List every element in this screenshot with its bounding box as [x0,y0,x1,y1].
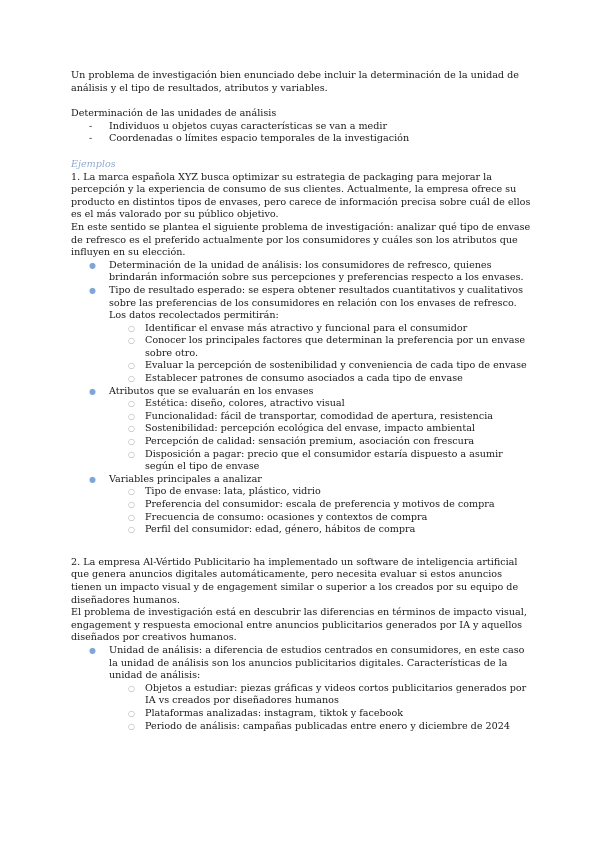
circle-bullet-icon: ○ [128,323,135,333]
sub-list [109,398,533,474]
circle-bullet-icon: ○ [128,500,135,509]
sub-list [109,323,533,386]
sub-list-item: ○ Conocer los principales factores que determinan la preferencia por un envase sobre otro. [128,335,526,359]
example2-paragraph-1: 2. La empresa Al-Vértido Publicitario ha implementado un software de inteligencia artificial que genera anuncios digitales automáticamente, pero necesita evaluar si estos anuncios tienen un impacto visual y de engagement similar o superior a los creados por su equipo de diseñadores humanos. [71,556,519,606]
bullet-icon: ● [89,285,96,295]
sub-list-item: ○ Establecer patrones de consumo asociados a cada tipo de envase [128,373,463,385]
circle-bullet-icon: ○ [128,525,135,535]
circle-bullet-icon: ○ [128,361,135,371]
list-item: ● Determinación de la unidad de análisis: los consumidores de refresco, quienes brindarán información sobre sus percepciones y preferencias respecto a los envases. [89,259,524,284]
sub-list-item: ○ Plataformas analizadas: instagram, tiktok y facebook [128,707,404,719]
sub-list [109,486,533,536]
circle-bullet-icon: ○ [128,683,135,693]
dash-marker: - [89,120,93,132]
bullet-icon: ● [89,386,96,396]
circle-bullet-icon: ○ [128,512,135,522]
list-item: - Coordenadas o límites espacio temporales de la investigación [89,133,410,145]
list-item: ● Variables principales a analizar ○ Tipo de envase: lata, plástico, vidrio ○ Preferencia del consumidor: escala de preferencia y motivos de compra ○ Frecuencia de consumo: ocasiones y contextos de compra ○ Perfil del consumidor: edad, género, hábitos de compra [71,474,533,537]
sub-list-item: ○ Objetos a estudiar: piezas gráficas y videos cortos publicitarios generados por IA vs creados por diseñadores humanos [128,682,527,707]
document-content [71,70,533,733]
example2-paragraph-2: El problema de investigación está en descubrir las diferencias en términos de impacto visual, engagement y respuesta emocional entre anuncios publicitarios generados por IA y aquellos diseñados por creativos humanos. [71,607,527,644]
list-item: ● Unidad de análisis: a diferencia de estudios centrados en consumidores, en este caso la unidad de análisis son los anuncios publicitarios digitales. Características de la unidad de análisis: ○ Objetos a estudiar: piezas gráficas y videos cortos publicitarios generados por IA vs creados por diseñadores humanos ○ Plataformas analizadas: instagram, tiktok y facebook ○ Periodo de análisis: campañas publicadas entre enero y diciembre de 2024 [71,645,533,733]
circle-bullet-icon: ○ [128,424,135,434]
example1-bullets [71,260,533,537]
bullet-icon: ● [89,474,96,484]
examples-label: Ejemplos [71,158,116,170]
bullet-icon: ● [89,645,96,655]
sub-list-item: ○ Disposición a pagar: precio que el consumidor estaría dispuesto a asumir según el tipo de envase [128,448,503,473]
sub-list-item: ○ Sostenibilidad: percepción ecológica del envase, impacto ambiental [128,423,475,435]
circle-bullet-icon: ○ [128,721,135,731]
sub-list-item: ○ Percepción de calidad: sensación premium, asociación con frescura [128,436,475,448]
circle-bullet-icon: ○ [128,336,135,346]
dash-marker: - [89,133,93,145]
list-item: - Individuos u objetos cuyas características se van a medir [89,120,388,132]
circle-bullet-icon: ○ [128,399,135,409]
sub-list-item: ○ Evaluar la percepción de sostenibilidad y conveniencia de cada tipo de envase [128,360,527,372]
circle-bullet-icon: ○ [128,449,135,459]
sub-list-item: ○ Perfil del consumidor: edad, género, hábitos de compra [128,524,416,536]
sub-list-item: ○ Frecuencia de consumo: ocasiones y contextos de compra [128,511,428,523]
circle-bullet-icon: ○ [128,411,135,421]
sub-list-item: ○ Estética: diseño, colores, atractivo visual [128,398,345,410]
sub-list [109,683,533,733]
circle-bullet-icon: ○ [128,437,135,447]
sub-list-item: ○ Identificar el envase más atractivo y funcional para el consumidor [128,322,468,334]
sub-list-item: ○ Periodo de análisis: campañas publicadas entre enero y diciembre de 2024 [128,720,510,732]
list-item: ● Atributos que se evaluarán en los envases ○ Estética: diseño, colores, atractivo visual ○ Funcionalidad: fácil de transportar, comodidad de apertura, resistencia ○ Sostenibilidad: percepción ecológica del envase, impacto ambiental ○ Percepción de calidad: sensación premium, asociación con frescura ○ Disposición a pagar: precio que el consumidor estaría dispuesto a asumir según el tipo de envase [71,386,533,474]
list-item: ● Tipo de resultado esperado: se espera obtener resultados cuantitativos y cualitativos sobre las preferencias de los consumidores en relación con los envases de refresco. Los datos recolectados permitirán: ○ Identificar el envase más atractivo y funcional para el consumidor ○ Conocer los principales factores que determinan la preferencia por un envase sobre otro. ○ Evaluar la percepción de sostenibilidad y conveniencia de cada tipo de envase ○ Establecer patrones de consumo asociados a cada tipo de envase [71,285,533,386]
circle-bullet-icon: ○ [128,708,135,718]
example1-paragraph-2: En este sentido se plantea el siguiente problema de investigación: analizar qué tipo de envase de refresco es el preferido actualmente por los consumidores y cuáles son los atributos que influyen en su elección. [71,221,531,259]
example2-bullets [71,645,533,733]
bullet-icon: ● [89,260,96,270]
determination-heading: Determinación de las unidades de análisis [71,108,277,120]
sub-list-item: ○ Funcionalidad: fácil de transportar, comodidad de apertura, resistencia [128,410,493,422]
determination-list [71,121,533,146]
intro-paragraph: Un problema de investigación bien enunciado debe incluir la determinación de la unidad de análisis y el tipo de resultados, atributos y variables. [71,70,519,94]
sub-list-item: ○ Tipo de envase: lata, plástico, vidrio [128,486,321,498]
circle-bullet-icon: ○ [128,374,135,384]
example1-paragraph-1: 1. La marca española XYZ busca optimizar su estrategia de packaging para mejorar la percepción y la experiencia de consumo de sus clientes. Actualmente, la empresa ofrece su producto en distintos tipos de envases, pero carece de información precisa sobre cuál de ellos es el más valorado por su público objetivo. [71,171,531,221]
sub-list-item: ○ Preferencia del consumidor: escala de preferencia y motivos de compra [128,499,495,510]
circle-bullet-icon: ○ [128,487,135,497]
